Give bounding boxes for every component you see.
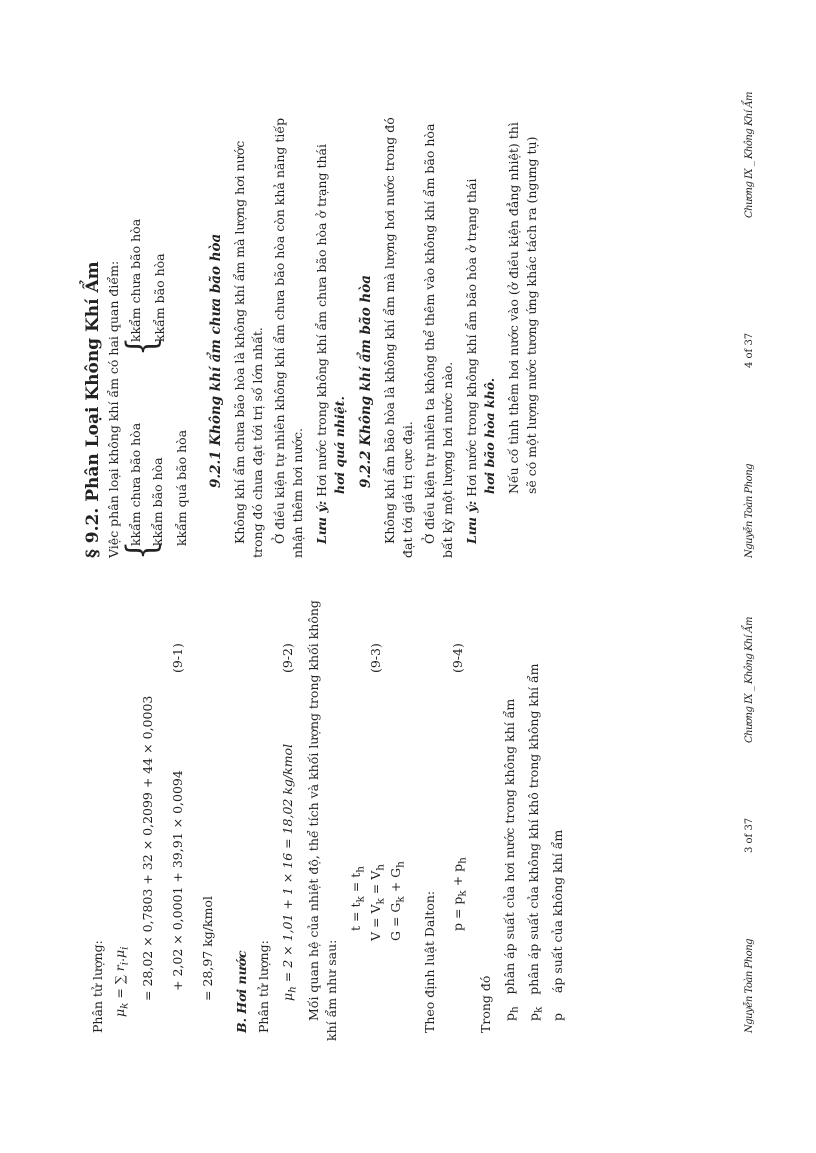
s2-note: Lưu ý: Hơi nước trong không khí ẩm bão hòa ở trạng thái bbox=[464, 178, 479, 544]
class-2-unsaturated: kkẩm chưa bão hòa bbox=[128, 218, 143, 342]
text-molecular-weight: Phân tử lượng: bbox=[90, 940, 105, 1033]
equation-number-9-1: (9-1) bbox=[170, 643, 185, 673]
equation-number-9-4: (9-4) bbox=[450, 643, 465, 673]
equation-number-9-3: (9-3) bbox=[368, 643, 383, 673]
equation-line-3: + 2,02 × 0,0001 + 39,91 × 0,0094 bbox=[170, 770, 185, 991]
equation-mu-k: $\mu_k$ = ∑ $r_i.\mu_i$ bbox=[112, 946, 131, 1017]
subsection-9-2-2: 9.2.2 Không khí ẩm bão hòa bbox=[358, 275, 374, 488]
s1-note: Lưu ý: Hơi nước trong không khí ẩm chưa bão hòa ở trạng thái bbox=[314, 144, 329, 544]
footer-chapter-right: Chương IX _ Không Khí Ẩm bbox=[744, 92, 755, 218]
text-classification-intro: Việc phân loại không khí ẩm có hai quan điểm: bbox=[106, 260, 121, 558]
definition-ph: $p_h$ phân áp suất của hơi nước trong không khí ẩm bbox=[502, 698, 521, 1021]
section-title: § 9.2. Phân Loại Không Khí Ẩm bbox=[83, 261, 103, 558]
s2-para-2: Ở điều kiện tự nhiên ta không thể thêm vào không khí ẩm bão hòa bbox=[422, 123, 437, 544]
s1-para-1b: trong đó chưa đạt tới trị số lớn nhất. bbox=[250, 327, 265, 558]
footer-author: Nguyễn Toàn Phong bbox=[744, 938, 755, 1033]
s1-para-1: Không khí ẩm chưa bão hòa là không khí ẩm mà lượng hơi nước bbox=[232, 140, 247, 544]
subsection-9-2-1: 9.2.1 Không khí ẩm chưa bão hòa bbox=[208, 233, 224, 488]
footer-page-number: 3 of 37 bbox=[744, 817, 755, 853]
section-b-heading: B. Hơi nước bbox=[234, 950, 249, 1033]
class-2-saturated: kkẩm bão hòa bbox=[152, 253, 167, 342]
footer-chapter: Chương IX _ Không Khí Ẩm bbox=[744, 617, 755, 743]
equation-mu-h: $\mu_h = 2 \times 1,01 + 1 \times 16 = 18,02$ kg/kmol bbox=[280, 743, 299, 1001]
brace-left: { bbox=[119, 540, 166, 560]
s1-para-2: Ở điều kiện tự nhiên không khí ẩm chưa bão hòa còn khả năng tiếp bbox=[272, 117, 287, 544]
s2-para-1b: đạt tới giá trị cực đại. bbox=[400, 421, 415, 558]
equation-p: $p = p_k + p_h$ bbox=[450, 857, 469, 931]
equation-line-2: = 28,02 × 0,7803 + 32 × 0,2099 + 44 × 0,0003 bbox=[140, 695, 155, 1001]
class-1-unsaturated: kkẩm chưa bão hòa bbox=[128, 422, 143, 546]
equation-v: $V = V_k = V_h$ bbox=[368, 864, 387, 941]
paragraph-relation-2: khí ẩm như sau: bbox=[324, 939, 339, 1041]
text-molecular-weight-2: Phân tử lượng: bbox=[256, 940, 271, 1033]
s1-note-state: hơi quá nhiệt. bbox=[332, 396, 347, 494]
definition-pk: $p_k$ phân áp suất của không khí khô trong không khí ẩm bbox=[526, 663, 545, 1021]
equation-t: $t = t_k = t_h$ bbox=[348, 866, 367, 931]
footer-page-number-right: 4 of 37 bbox=[744, 332, 755, 368]
equation-number-9-2: (9-2) bbox=[280, 643, 295, 673]
definition-p: p áp suất của không khí ẩm bbox=[550, 829, 565, 1021]
equation-line-4: = 28,97 kg/kmol bbox=[200, 896, 215, 1001]
s2-para-3b: sẽ có một lượng nước tương ứng khác tách ra (ngưng tụ) bbox=[524, 136, 539, 494]
s2-note-state: hơi bão hòa khô. bbox=[482, 377, 497, 494]
equation-g: $G = G_k + G_h$ bbox=[388, 861, 407, 941]
paragraph-relation: Mối quan hệ của nhiệt độ, thể tích và khối lượng trong khối không bbox=[306, 600, 321, 1021]
brace-right: { bbox=[119, 336, 166, 356]
s2-para-3: Nếu cố tình thêm hơi nước vào (ở điều kiện đẳng nhiệt) thì bbox=[506, 122, 521, 494]
text-dalton: Theo định luật Dalton: bbox=[422, 890, 437, 1033]
class-1-supersaturated: kkẩm quá bão hòa bbox=[174, 429, 189, 546]
footer-author-right: Nguyễn Toàn Phong bbox=[744, 463, 755, 558]
text-where: Trong đó bbox=[478, 975, 493, 1033]
s1-para-2b: nhận thêm hơi nước. bbox=[290, 427, 305, 558]
s2-para-2b: bất kỳ một lượng hơi nước nào. bbox=[440, 361, 455, 558]
class-1-saturated: kkẩm bão hòa bbox=[150, 457, 165, 546]
s2-para-1: Không khí ẩm bão hòa là không khí ẩm mà lượng hơi nước trong đó bbox=[382, 117, 397, 544]
